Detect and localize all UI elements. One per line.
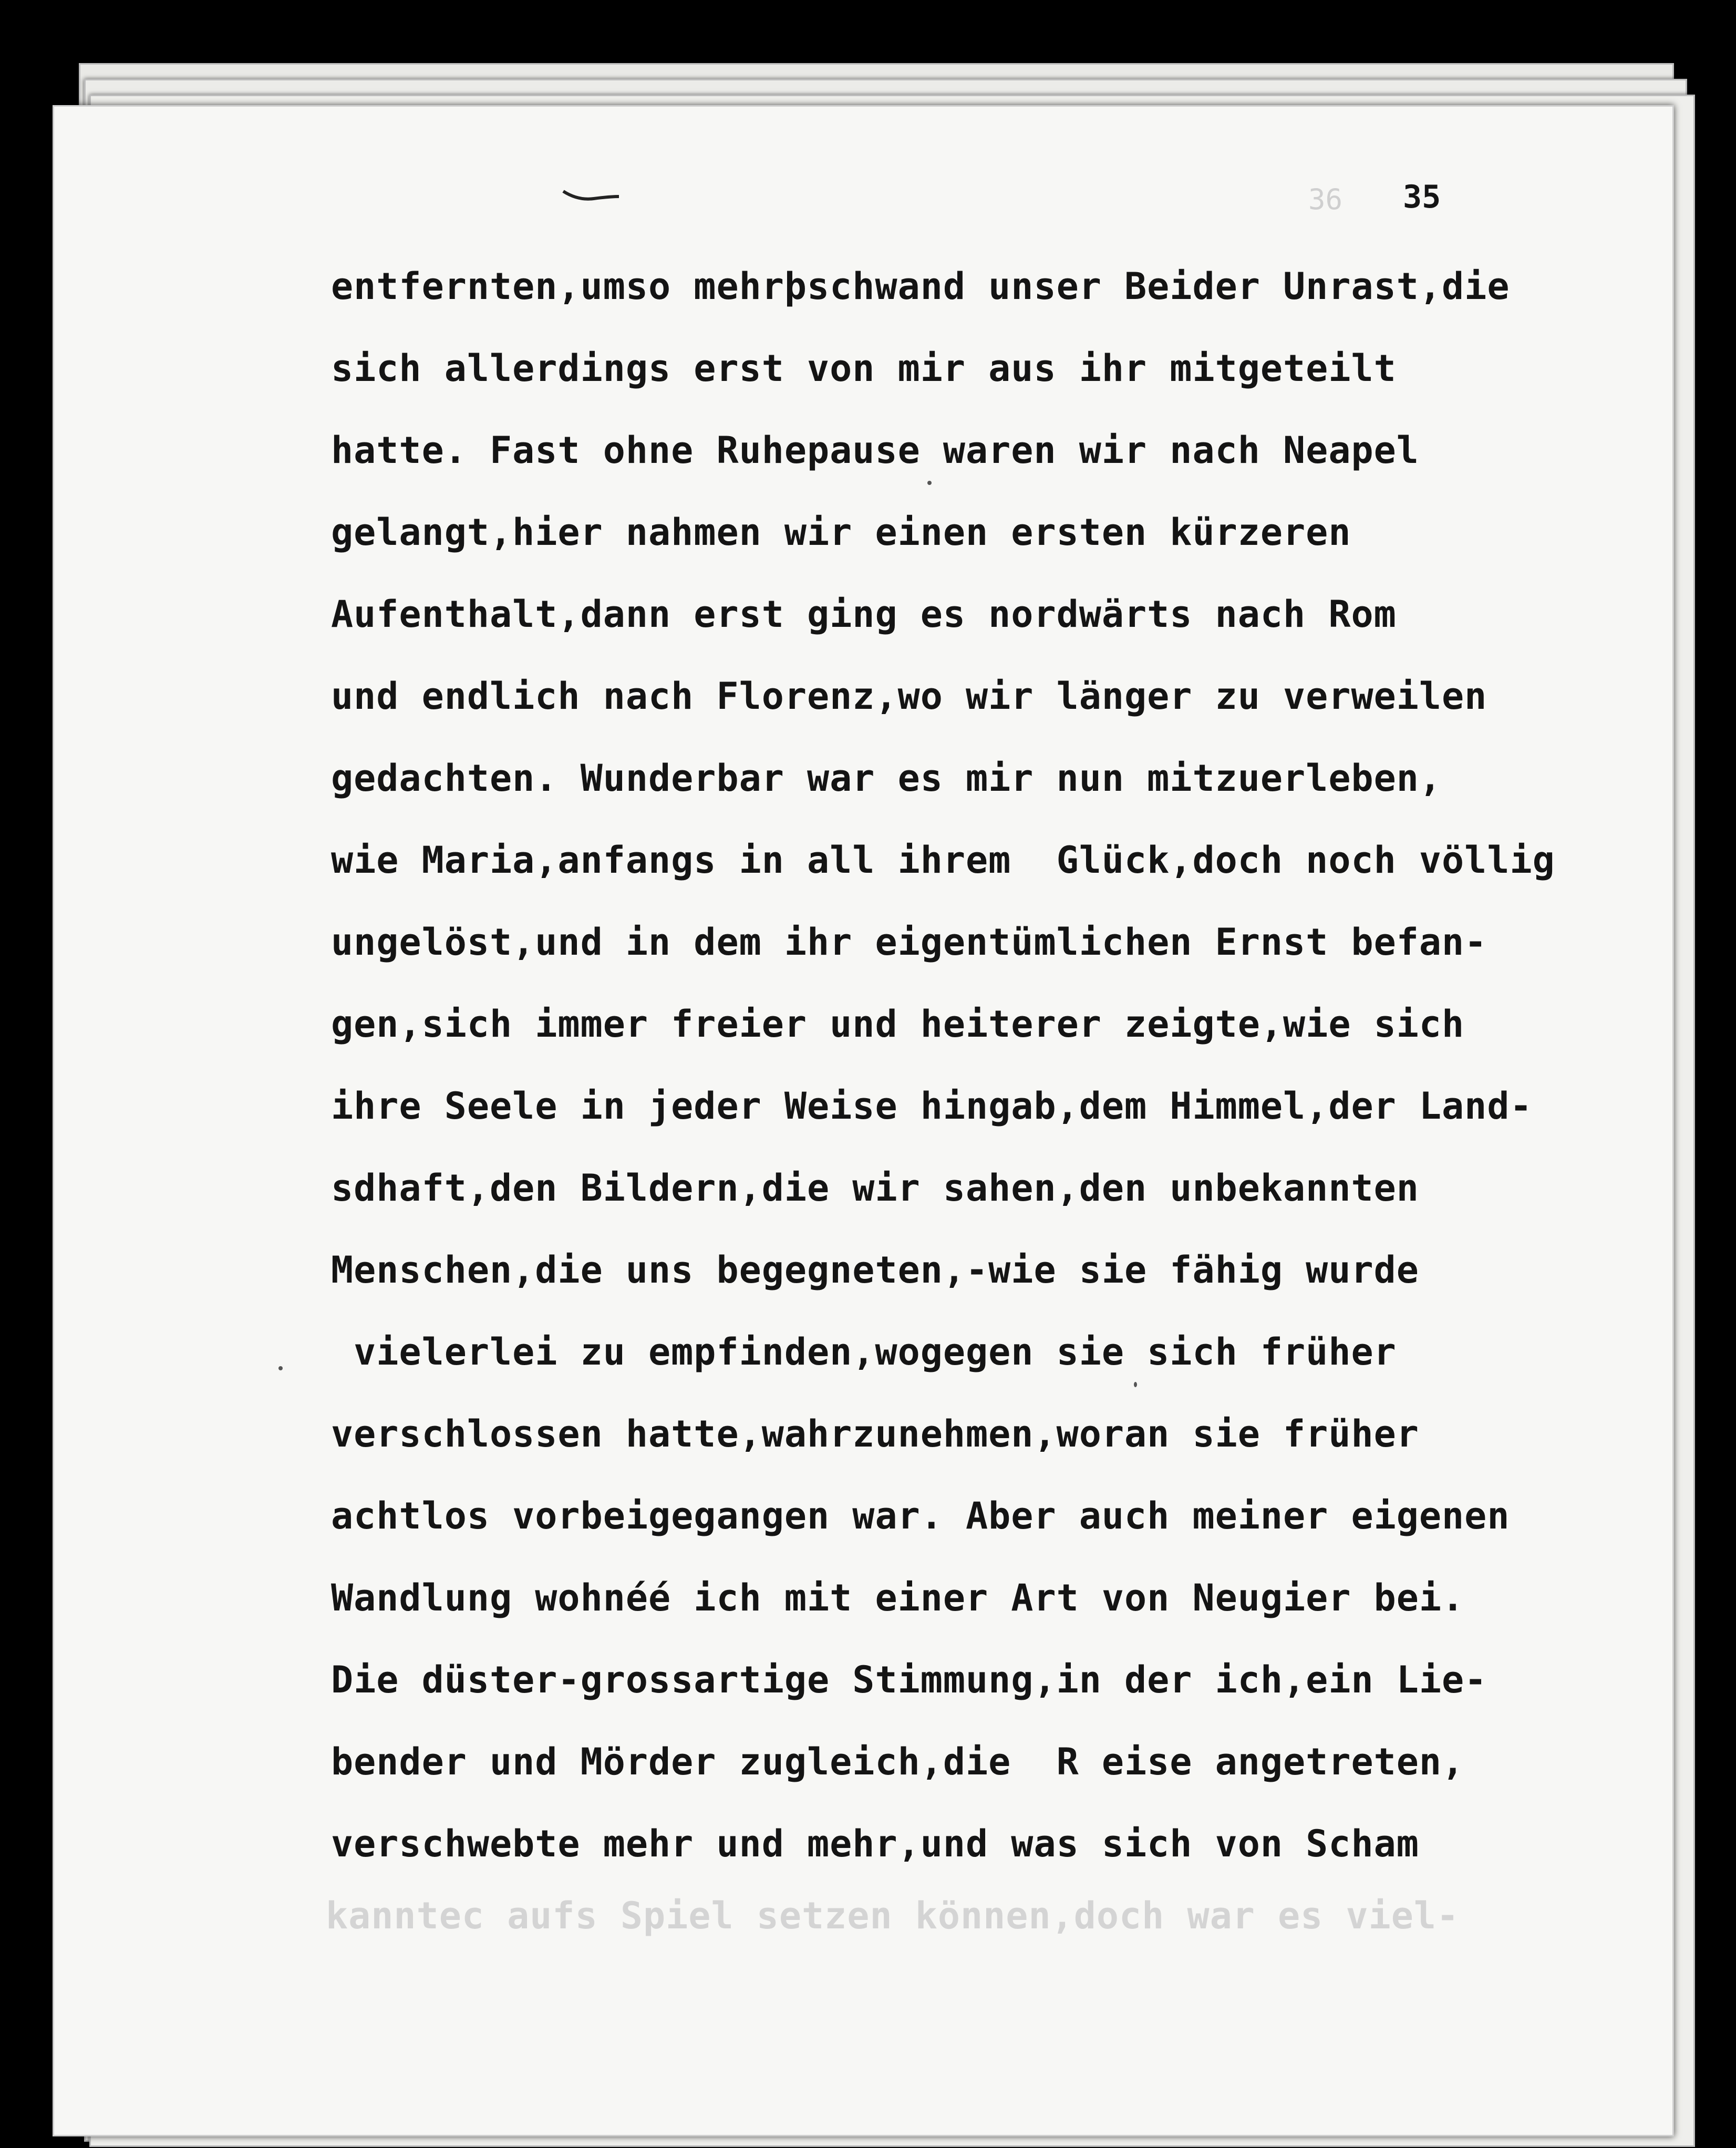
text-line: gen,sich immer freier und heiterer zeigte,wie sich — [331, 1003, 1465, 1046]
pen-mark-icon — [562, 189, 620, 202]
text-line: verschlossen hatte,wahrzunehmen,woran sie früher — [331, 1412, 1419, 1455]
text-line: achtlos vorbeigegangen war. Aber auch meiner eigenen — [331, 1494, 1510, 1537]
text-line: entfernten,umso mehrþschwand unser Beider Unrast,die — [331, 265, 1510, 308]
text-line: Menschen,die uns begegneten,-wie sie fähig wurde — [331, 1248, 1419, 1292]
text-line: bender und Mörder zugleich,die R eise angetreten, — [331, 1740, 1465, 1783]
text-line: ihre Seele in jeder Weise hingab,dem Himmel,der Land- — [331, 1085, 1533, 1128]
text-line: und endlich nach Florenz,wo wir länger zu verweilen — [331, 675, 1487, 718]
text-line: ungelöst,und in dem ihr eigentümlichen Ernst befan- — [331, 921, 1487, 964]
text-line: verschwebte mehr und mehr,und was sich von Scham — [331, 1822, 1419, 1865]
text-line: Die düster-grossartige Stimmung,in der ich,ein Lie- — [331, 1658, 1487, 1701]
text-line: sdhaft,den Bildern,die wir sahen,den unbekannten — [331, 1166, 1419, 1210]
ink-speck — [1134, 1382, 1137, 1387]
text-line: vielerlei zu empfinden,wogegen sie sich früher — [331, 1330, 1397, 1374]
text-line: sich allerdings erst von mir aus ihr mitgeteilt — [331, 347, 1397, 390]
text-line: wie Maria,anfangs in all ihrem Glück,doch noch völlig — [331, 839, 1555, 882]
bleed-through-text: kanntec aufs Spiel setzen können,doch war es viel- — [326, 1894, 1460, 1937]
ghost-page-number: 36 — [1308, 183, 1343, 216]
page-number: 35 — [1403, 179, 1441, 215]
ink-speck — [927, 481, 932, 485]
text-line: Wandlung wohnéé ich mit einer Art von Neugier bei. — [331, 1576, 1465, 1619]
body-text — [331, 265, 1676, 1905]
text-line: hatte. Fast ohne Ruhepause waren wir nach Neapel — [331, 429, 1419, 472]
text-line: Aufenthalt,dann erst ging es nordwärts nach Rom — [331, 593, 1397, 636]
text-line: gelangt,hier nahmen wir einen ersten kürzeren — [331, 511, 1351, 554]
ink-speck — [278, 1366, 283, 1370]
text-line: gedachten. Wunderbar war es mir nun mitzuerleben, — [331, 757, 1442, 800]
